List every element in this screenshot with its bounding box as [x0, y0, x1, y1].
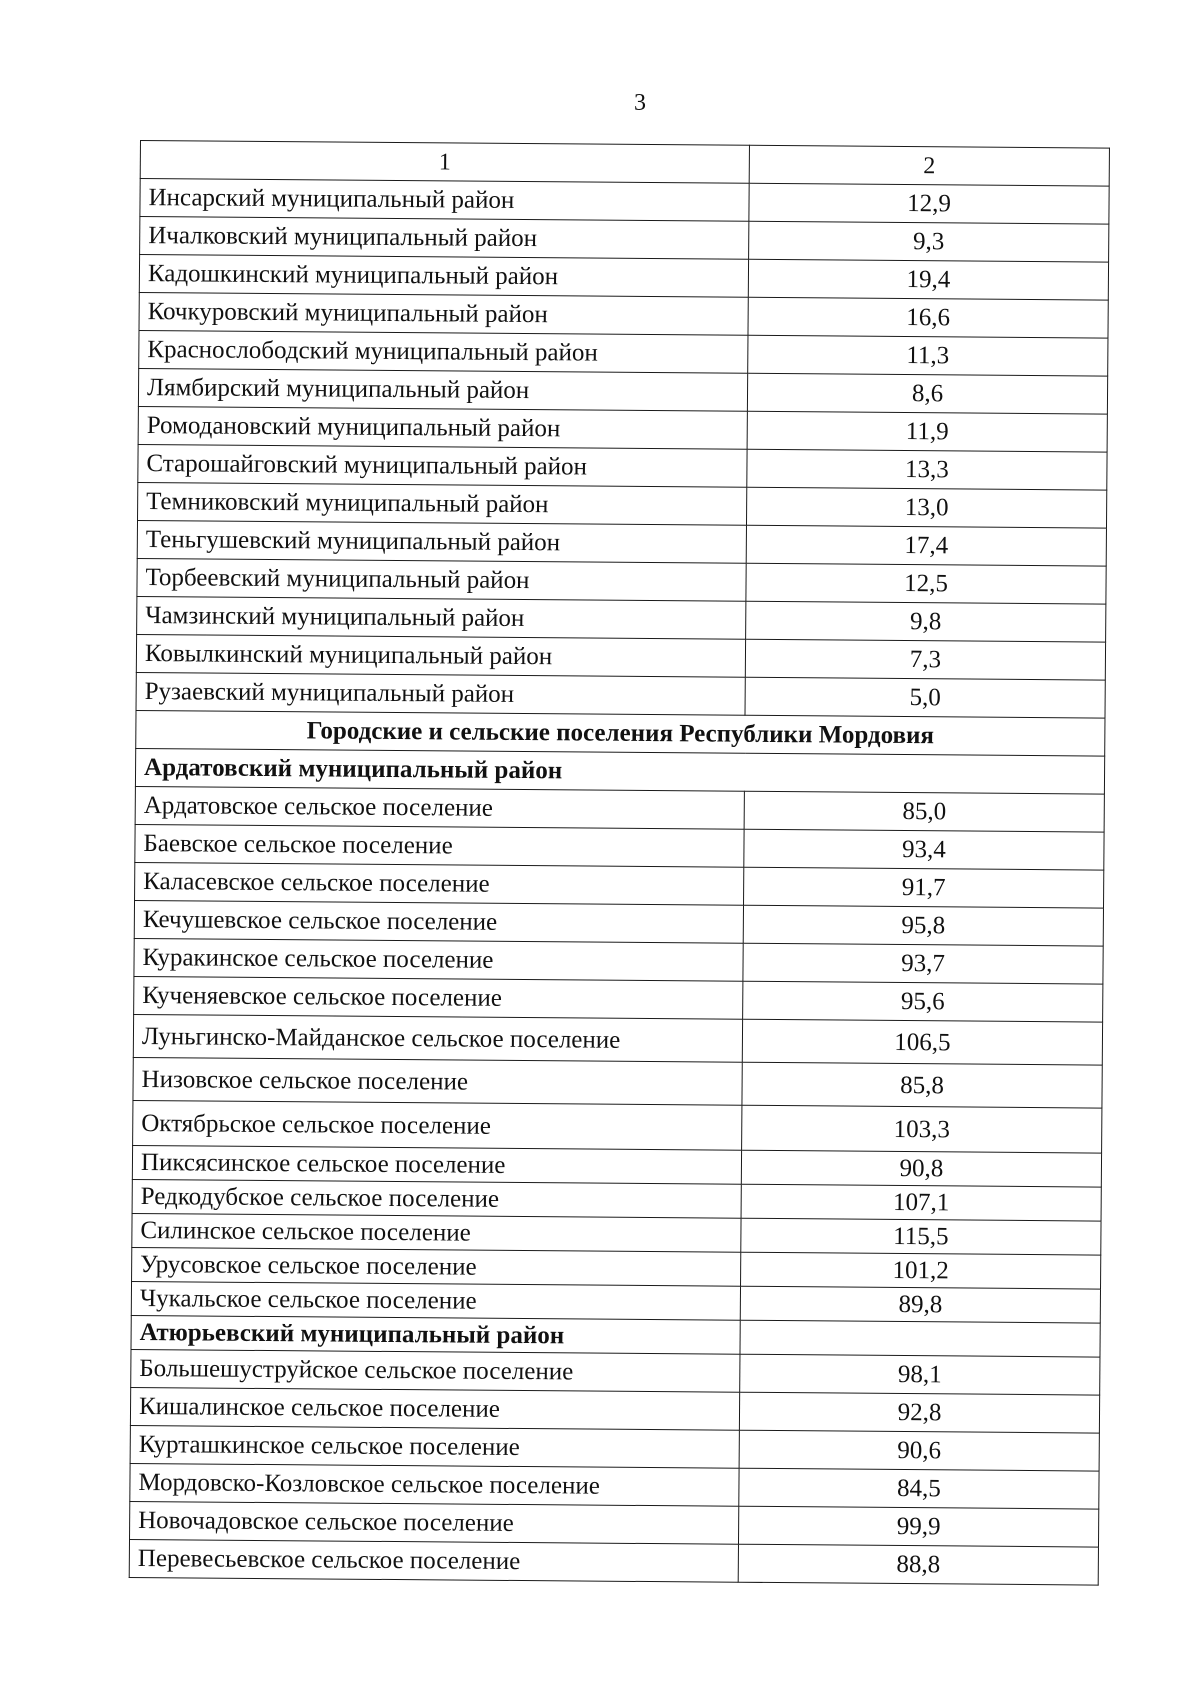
row-value: 5,0: [745, 677, 1105, 718]
row-name: Кечушевское сельское поселение: [134, 900, 743, 943]
row-value: 92,8: [739, 1392, 1099, 1433]
row-value: 11,3: [748, 335, 1108, 376]
row-name: Кишалинское сельское поселение: [130, 1387, 739, 1430]
row-name: Теньгушевский муниципальный район: [137, 520, 746, 563]
row-name: Перевесьевское сельское поселение: [129, 1539, 738, 1582]
row-name: Октябрьское сельское поселение: [133, 1100, 742, 1150]
row-value: 88,8: [738, 1544, 1098, 1585]
row-name: Низовское сельское поселение: [133, 1057, 742, 1105]
row-value: 95,8: [743, 905, 1103, 946]
section-title: Городские и сельские поселения Республики Мордовия: [136, 710, 1105, 756]
header-col-1: 1: [140, 141, 749, 184]
district-title-ardatov: Ардатовский муниципальный район: [135, 748, 1104, 794]
row-value: 9,8: [746, 601, 1106, 642]
row-value: 89,8: [740, 1286, 1100, 1323]
row-value: 84,5: [739, 1468, 1099, 1509]
row-value: 13,3: [747, 449, 1107, 490]
row-value: 12,9: [749, 183, 1109, 224]
table-row: [129, 1539, 1098, 1585]
row-value: 93,4: [744, 829, 1104, 870]
row-value: 106,5: [742, 1019, 1102, 1065]
row-name: Чамзинский муниципальный район: [137, 596, 746, 639]
header-col-2: 2: [749, 145, 1109, 186]
row-name: Лямбирский муниципальный район: [138, 368, 747, 411]
data-table: [129, 140, 1110, 1586]
row-name: Ковылкинский муниципальный район: [136, 634, 745, 677]
row-value: 9,3: [749, 221, 1109, 262]
district-title-atyurev: Атюрьевский муниципальный район: [131, 1315, 740, 1354]
row-value: 90,6: [739, 1430, 1099, 1471]
row-name: Новочадовское сельское поселение: [130, 1501, 739, 1544]
row-value: 101,2: [741, 1252, 1101, 1289]
row-name: Кученяевское сельское поселение: [134, 976, 743, 1019]
row-value: 103,3: [742, 1105, 1102, 1153]
district-empty-value: [740, 1320, 1100, 1357]
row-value: 8,6: [747, 373, 1107, 414]
row-value: 7,3: [745, 639, 1105, 680]
table-row: [133, 1014, 1102, 1065]
row-value: 85,8: [742, 1062, 1102, 1108]
row-name: Кадошкинский муниципальный район: [139, 255, 748, 298]
row-name: Курташкинское сельское поселение: [130, 1425, 739, 1468]
row-name: Рузаевский муниципальный район: [136, 672, 745, 715]
row-value: 98,1: [740, 1354, 1100, 1395]
row-value: 16,6: [748, 297, 1108, 338]
row-value: 93,7: [743, 943, 1103, 984]
page-number: 3: [634, 90, 646, 116]
row-name: Каласевское сельское поселение: [135, 862, 744, 905]
row-name: Баевское сельское поселение: [135, 824, 744, 867]
row-name: Ардатовское сельское поселение: [135, 786, 744, 829]
row-name: Темниковский муниципальный район: [138, 482, 747, 525]
row-value: 91,7: [744, 867, 1104, 908]
row-name: Инсарский муниципальный район: [140, 179, 749, 222]
row-name: Старошайговский муниципальный район: [138, 444, 747, 487]
table-row: [133, 1100, 1102, 1153]
row-value: 12,5: [746, 563, 1106, 604]
row-value: 95,6: [743, 981, 1103, 1022]
row-value: 17,4: [746, 525, 1106, 566]
row-value: 107,1: [741, 1184, 1101, 1221]
row-value: 11,9: [747, 411, 1107, 452]
row-name: Ичалковский муниципальный район: [140, 217, 749, 260]
row-value: 85,0: [744, 791, 1104, 832]
row-value: 19,4: [748, 259, 1108, 300]
row-value: 115,5: [741, 1218, 1101, 1255]
row-name: Чукальское сельское поселение: [131, 1281, 740, 1320]
row-name: Ромодановский муниципальный район: [138, 406, 747, 449]
row-value: 13,0: [746, 487, 1106, 528]
row-name: Торбеевский муниципальный район: [137, 558, 746, 601]
table-row: [133, 1057, 1102, 1108]
row-name: Кочкуровский муниципальный район: [139, 292, 748, 335]
row-name: Силинское сельское поселение: [132, 1213, 741, 1252]
row-name: Редкодубское сельское поселение: [132, 1179, 741, 1218]
row-value: 99,9: [738, 1506, 1098, 1547]
row-name: Куракинское сельское поселение: [134, 938, 743, 981]
row-value: 90,8: [741, 1150, 1101, 1187]
row-name: Урусовское сельское поселение: [132, 1247, 741, 1286]
row-name: Луньгинско-Майданское сельское поселение: [133, 1014, 742, 1062]
row-name: Краснослободский муниципальный район: [139, 330, 748, 373]
row-name: Мордовско-Козловское сельское поселение: [130, 1463, 739, 1506]
row-name: Большешуструйское сельское поселение: [131, 1349, 740, 1392]
row-name: Пиксясинское сельское поселение: [132, 1145, 741, 1184]
